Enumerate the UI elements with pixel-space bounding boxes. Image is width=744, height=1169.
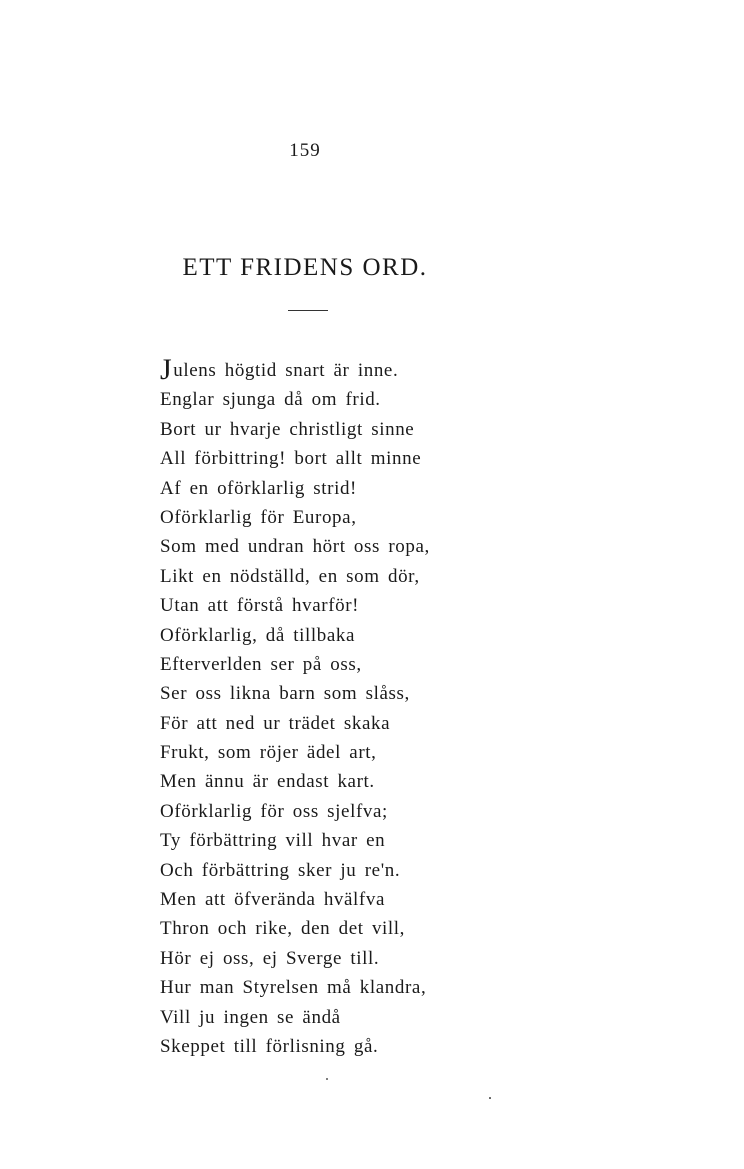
poem-title: ETT FRIDENS ORD.	[182, 254, 428, 281]
poem-line: Af en oförklarlig strid!	[160, 477, 357, 499]
poem-line: Hör ej oss, ej Sverge till.	[160, 947, 380, 969]
poem-line: Men ännu är endast kart.	[160, 771, 375, 793]
poem-line: Utan att förstå hvarför!	[160, 595, 360, 617]
poem-line: Hur man Styrelsen må klandra,	[160, 977, 427, 999]
poem-line: Men att öfverända hvälfva	[160, 889, 385, 911]
poem-line: All förbittring! bort allt minne	[160, 448, 422, 470]
poem-line: Oförklarlig, då tillbaka	[160, 624, 356, 646]
poem-line: Vill ju ingen se ändå	[160, 1006, 341, 1028]
poem-line: Skeppet till förlisning gå.	[160, 1035, 379, 1057]
poem-line: Bort ur hvarje christligt sinne	[160, 418, 415, 440]
poem-line: Likt en nödställd, en som dör,	[160, 565, 420, 587]
poem-line: Thron och rike, den det vill,	[160, 918, 406, 940]
page-number: 159	[289, 140, 321, 161]
ink-speck	[326, 1078, 328, 1080]
ink-speck	[489, 1097, 491, 1099]
poem-line: Ser oss likna barn som slåss,	[160, 683, 410, 705]
poem-line: Englar sjunga då om frid.	[160, 389, 381, 411]
poem-line: Oförklarlig för Europa,	[160, 506, 357, 528]
poem-body	[160, 353, 430, 1061]
first-line-text: ulens högtid snart är inne.	[173, 360, 399, 381]
poem-line	[160, 353, 430, 386]
poem-line: Frukt, som röjer ädel art,	[160, 742, 377, 764]
poem-line: Efterverlden ser på oss,	[160, 653, 362, 675]
poem-line: Ty förbättring vill hvar en	[160, 830, 386, 852]
poem-line: Och förbättring sker ju re'n.	[160, 859, 401, 881]
poem-line: För att ned ur trädet skaka	[160, 712, 391, 734]
poem-line: Oförklarlig för oss sjelfva;	[160, 800, 388, 822]
poem-line: Som med undran hört oss ropa,	[160, 536, 430, 558]
drop-cap: J	[160, 353, 173, 386]
title-divider	[288, 310, 328, 311]
